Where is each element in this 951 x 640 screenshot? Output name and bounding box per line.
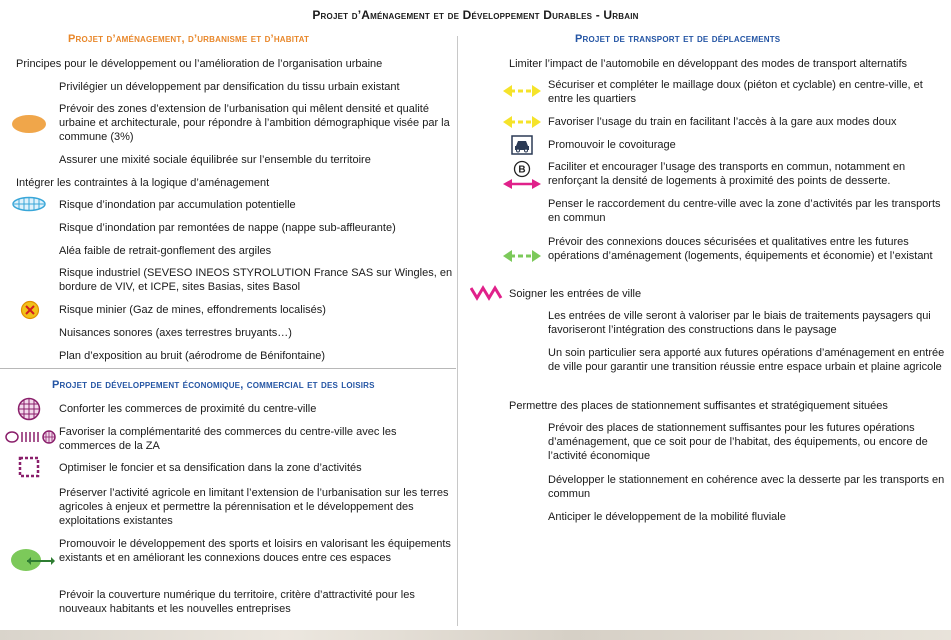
- text-fluviale: Anticiper le développement de la mobilité fluviale: [548, 511, 786, 523]
- urban-extension-icon: [11, 114, 47, 134]
- text-numerique: Prévoir la couverture numérique du territoire, critère d’attractivité pour les nouveaux habitants et les nouvelles entreprises: [59, 589, 415, 615]
- text-minier: Risque minier (Gaz de mines, effondrements localisés): [59, 304, 326, 316]
- carpool-icon: [511, 135, 533, 155]
- heading-economique: Projet de développement économique, commercial et des loisirs: [52, 379, 375, 391]
- text-extension: Prévoir des zones d’extension de l’urbanisation qui mêlent densité et qualité urbaine et architecturale, pour répondre à l’ambition démographique visée par la commune (3%): [59, 103, 450, 143]
- text-connexions: Prévoir des connexions douces sécurisées et qualitatives entre les futures opérations d’aménagement (logements, équipements et économie) et l’existant: [548, 236, 933, 262]
- text-commerces: Conforter les commerces de proximité du centre-ville: [59, 403, 317, 415]
- text-complementarite: Favoriser la complémentarité des commerces du centre-ville avec les commerces de la ZA: [59, 426, 397, 452]
- text-peb: Plan d’exposition au bruit (aérodrome de Bénifontaine): [59, 350, 325, 362]
- text-inondation-nappe: Risque d’inondation par remontées de nappe (nappe sub-affleurante): [59, 222, 396, 234]
- text-stat-desserte: Développer le stationnement en cohérence avec la desserte par les transports en commun: [548, 474, 945, 500]
- text-entrees-soin: Un soin particulier sera apporté aux futures opérations d’aménagement en entrée de ville pour garantir une transition réussie entre espace urbain et plaine agricole: [548, 347, 945, 373]
- text-transports-commun: Faciliter et encourager l’usage des transports en commun, notamment en renforçant la densité de logements à proximité des points de desserte.: [548, 161, 906, 187]
- text-entrees: Soigner les entrées de ville: [509, 288, 642, 300]
- text-sports: Promouvoir le développement des sports et loisirs en valorisant les équipements existants et en améliorant les connexions douces entre ces espaces: [59, 538, 451, 564]
- bus-stop-letter: B: [518, 164, 526, 176]
- heading-transport: Projet de transport et de déplacements: [575, 33, 781, 45]
- text-covoiturage: Promouvoir le covoiturage: [548, 139, 676, 151]
- map-strip: [0, 630, 951, 640]
- text-raccordement: Penser le raccordement du centre-ville avec la zone d’activités par les transports en commun: [548, 198, 941, 224]
- text-mixite: Assurer une mixité sociale équilibrée sur l’ensemble du territoire: [59, 154, 371, 166]
- text-industriel: Risque industriel (SEVESO INEOS STYROLUTION France SAS sur Wingles, en bordure de VIV, et ICPE, sites Basias, sites Basol: [59, 267, 453, 293]
- text-agricole: Préserver l’activité agricole en limitant l’extension de l’urbanisation sur les terres agricoles à enjeux et permettre la pérennisation et le développement des exploitations existantes: [59, 487, 449, 527]
- text-nuisances: Nuisances sonores (axes terrestres bruyants…): [59, 327, 292, 339]
- commerce-link-icon: [4, 428, 58, 446]
- train-access-arrow-icon: [502, 114, 542, 130]
- text-train: Favoriser l’usage du train en facilitant l’accès à la gare aux modes doux: [548, 116, 897, 128]
- text-principes: Principes pour le développement ou l’amélioration de l’organisation urbaine: [16, 58, 383, 70]
- heading-urbanisme: Projet d’aménagement, d’urbanisme et d’habitat: [68, 33, 310, 45]
- text-stat-operations: Prévoir des places de stationnement suffisantes pour les futures opérations d’aménagement, que ce soit pour de l’habitat, des équipements, ou encore de l’activité économique: [548, 422, 928, 462]
- text-entrees-paysage: Les entrées de ville seront à valoriser par le biais de traitements paysagers qui favoriseront l’intégration des constructions dans le paysage: [548, 310, 931, 336]
- flood-risk-icon: [11, 196, 47, 212]
- sports-leisure-icon: [9, 546, 55, 574]
- public-transport-icon: [502, 160, 542, 192]
- text-densification: Privilégier un développement par densification du tissu urbain existant: [59, 81, 400, 93]
- soft-mesh-arrow-icon: [502, 83, 542, 99]
- text-inondation-accumulation: Risque d’inondation par accumulation potentielle: [59, 199, 296, 211]
- text-limiter: Limiter l’impact de l’automobile en développant des modes de transport alternatifs: [509, 58, 908, 70]
- shops-icon: [17, 397, 41, 421]
- section-divider: [0, 368, 456, 369]
- column-divider: [457, 36, 458, 626]
- text-stationnement: Permettre des places de stationnement suffisantes et stratégiquement situées: [509, 400, 888, 412]
- mining-risk-icon: [20, 300, 40, 320]
- soft-connection-arrow-icon: [502, 248, 542, 264]
- text-foncier: Optimiser le foncier et sa densification dans la zone d’activités: [59, 462, 362, 474]
- text-maillage: Sécuriser et compléter le maillage doux (piéton et cyclable) en centre-ville, et entre les quartiers: [548, 79, 923, 105]
- page-title: Projet d’Aménagement et de Développement Durables - Urbain: [312, 8, 639, 22]
- text-contraintes: Intégrer les contraintes à la logique d’aménagement: [16, 177, 270, 189]
- text-argiles: Aléa faible de retrait-gonflement des argiles: [59, 245, 272, 257]
- activity-zone-icon: [18, 456, 40, 478]
- city-entrance-icon: [470, 285, 504, 301]
